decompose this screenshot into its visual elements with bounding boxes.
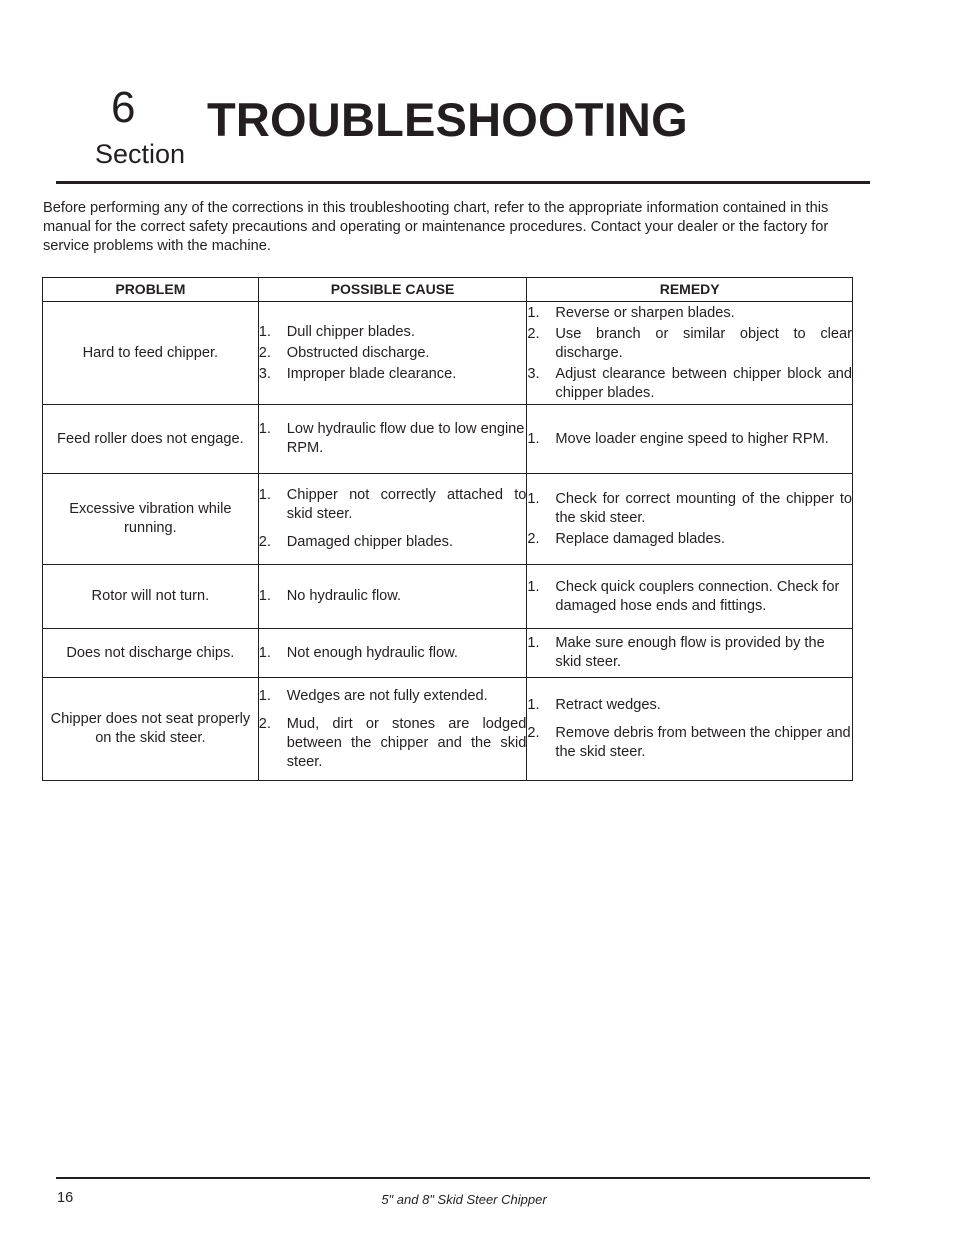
table-header-row [43,278,853,302]
remedy-item: 3. Adjust clearance between chipper block and chipper blades. [527,365,852,401]
cause-cell [258,405,527,474]
cause-item: 1. Chipper not correctly attached to skid steer. [258,487,527,522]
problem-cell: Chipper does not seat properly on the skid steer. [43,678,259,781]
remedy-item: 1. Check for correct mounting of the chipper to the skid steer. [527,490,852,526]
header-rule [56,181,870,184]
table-row [43,678,853,781]
cause-cell [258,302,527,405]
remedy-item: 2. Use branch or similar object to clear discharge. [527,325,852,361]
remedy-cell [527,302,853,405]
table-row [43,474,853,565]
troubleshooting-table [42,277,853,781]
remedy-cell [527,405,853,474]
cause-item: 2. Damaged chipper blades. [258,534,454,550]
intro-paragraph: Before performing any of the corrections in this troubleshooting chart, refer to the appropriate information contained in this manual for the correct safety precautions and operating or maintenance procedures. Contact your dealer or the factory for service problems with the machine. [43,200,829,254]
cause-item: 2. Obstructed discharge. [258,344,430,361]
remedy-cell [527,474,853,565]
header-possible-cause: POSSIBLE CAUSE [258,278,527,302]
problem-cell: Hard to feed chipper. [43,302,259,405]
table-row [43,302,853,405]
cause-item: 1. No hydraulic flow. [258,588,402,604]
section-number: 6 [111,83,136,132]
footer-rule [56,1177,870,1179]
cause-item: 2. Mud, dirt or stones are lodged between the chipper and the skid steer. [258,715,527,770]
cause-item: 1. Wedges are not fully extended. [258,687,488,704]
table-row [43,629,853,678]
section-label: Section [95,139,186,169]
remedy-cell [527,629,853,678]
cause-item: 3. Improper blade clearance. [258,365,457,382]
remedy-item: 2. Remove debris from between the chipper and the skid steer. [527,725,851,760]
remedy-cell [527,565,853,629]
remedy-item: 1. Check quick couplers connection. Check for damaged hose ends and fittings. [527,578,840,614]
remedy-item: 2. Replace damaged blades. [527,530,725,547]
problem-cell: Does not discharge chips. [43,629,259,678]
cause-item: 1. Dull chipper blades. [258,323,415,340]
table-row [43,565,853,629]
remedy-item: 1. Move loader engine speed to higher RPM. [527,430,829,447]
footer-title: 5" and 8" Skid Steer Chipper [381,1192,547,1207]
cause-cell [258,474,527,565]
cause-cell [258,678,527,781]
problem-cell: Feed roller does not engage. [43,405,259,474]
cause-item: 1. Low hydraulic flow due to low engine RPM. [258,421,525,456]
header-remedy: REMEDY [527,278,853,302]
remedy-item: 1. Retract wedges. [527,697,661,713]
cause-cell [258,629,527,678]
problem-cell: Excessive vibration while running. [43,474,259,565]
remedy-item: 1. Reverse or sharpen blades. [527,304,735,321]
header-problem: PROBLEM [43,278,259,302]
page-number: 16 [57,1190,74,1206]
page-title: TROUBLESHOOTING [207,93,688,146]
problem-cell: Rotor will not turn. [43,565,259,629]
table-row [43,405,853,474]
remedy-cell [527,678,853,781]
cause-item: 1. Not enough hydraulic flow. [258,644,458,661]
remedy-item: 1. Make sure enough flow is provided by the skid steer. [527,635,825,670]
cause-cell [258,565,527,629]
